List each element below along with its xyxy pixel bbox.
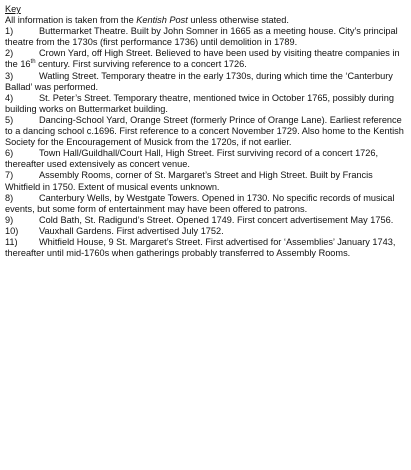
entry-text: Town Hall/Guildhall/Court Hall, High Street. First surviving record of a concert 1726, thereafter used extensively as concert venue.	[5, 148, 379, 170]
entry-text: Crown Yard, off High Street. Believed to have been used by visiting theatre companies in the 16	[5, 48, 400, 70]
key-entry-3	[5, 71, 407, 93]
entry-number: 5)	[5, 114, 14, 125]
key-entry-10	[5, 226, 407, 237]
entry-text-continued: century. First surviving reference to a concert 1726.	[35, 59, 247, 70]
key-entry-8	[5, 193, 407, 215]
key-entry-11	[5, 237, 407, 259]
key-intro	[5, 15, 407, 26]
entry-text: Assembly Rooms, corner of St. Margaret’s Street and High Street. Built by Francis Whitfield in 1750. Extent of musical events unknown.	[5, 170, 373, 192]
entry-number: 11)	[5, 236, 18, 247]
entry-text: Cold Bath, St. Radigund’s Street. Opened 1749. First concert advertisement May 1756.	[39, 214, 394, 225]
entry-text: St. Peter’s Street. Temporary theatre, mentioned twice in October 1765, possibly during building works on Buttermarket building.	[5, 92, 394, 114]
intro-prefix: All information is taken from the	[5, 15, 137, 26]
entry-text: Watling Street. Temporary theatre in the early 1730s, during which time the ‘Canterbury Ballad’ was performed.	[5, 70, 393, 92]
entry-text: Buttermarket Theatre. Built by John Somner in 1665 as a meeting house. City’s principal theatre from the 1730s (first performance 1736) until demolition in 1789.	[5, 26, 398, 48]
entry-number: 9)	[5, 214, 14, 225]
entry-number: 7)	[5, 170, 14, 181]
key-entry-7	[5, 170, 407, 192]
key-entry-2	[5, 48, 407, 70]
entry-superscript: th	[30, 59, 36, 66]
intro-suffix: unless otherwise stated.	[187, 15, 289, 26]
key-heading: Key	[5, 4, 21, 14]
entry-number: 3)	[5, 70, 14, 81]
entry-number: 10)	[5, 225, 19, 236]
entry-number: 6)	[5, 148, 14, 159]
key-entry-4	[5, 93, 407, 115]
entry-number: 1)	[5, 26, 14, 37]
entry-text: Dancing-School Yard, Orange Street (formerly Prince of Orange Lane). Earliest reference to a dancing school c.1696. First reference to a concert November 1729. Also home to the Kentish Society for the Encouragement of Musick from the 1720s, if not earlier.	[5, 114, 404, 148]
key-entry-6	[5, 148, 407, 170]
entry-number: 8)	[5, 192, 14, 203]
key-entry-9	[5, 215, 407, 226]
entry-text: Canterbury Wells, by Westgate Towers. Opened in 1730. No specific records of musical events, but some form of entertainment may have been offered to patrons.	[5, 192, 395, 214]
key-entry-5	[5, 115, 407, 148]
intro-source: Kentish Post	[136, 15, 188, 26]
entry-number: 2)	[5, 48, 14, 59]
entry-number: 4)	[5, 92, 14, 103]
entry-text: Vauxhall Gardens. First advertised July 1752.	[39, 225, 224, 236]
entry-text: Whitfield House, 9 St. Margaret’s Street. First advertised for ‘Assemblies’ January 1743, thereafter until mid-1760s when gatherings probably transferred to Assembly Rooms.	[5, 236, 396, 259]
key-entry-1	[5, 26, 407, 48]
